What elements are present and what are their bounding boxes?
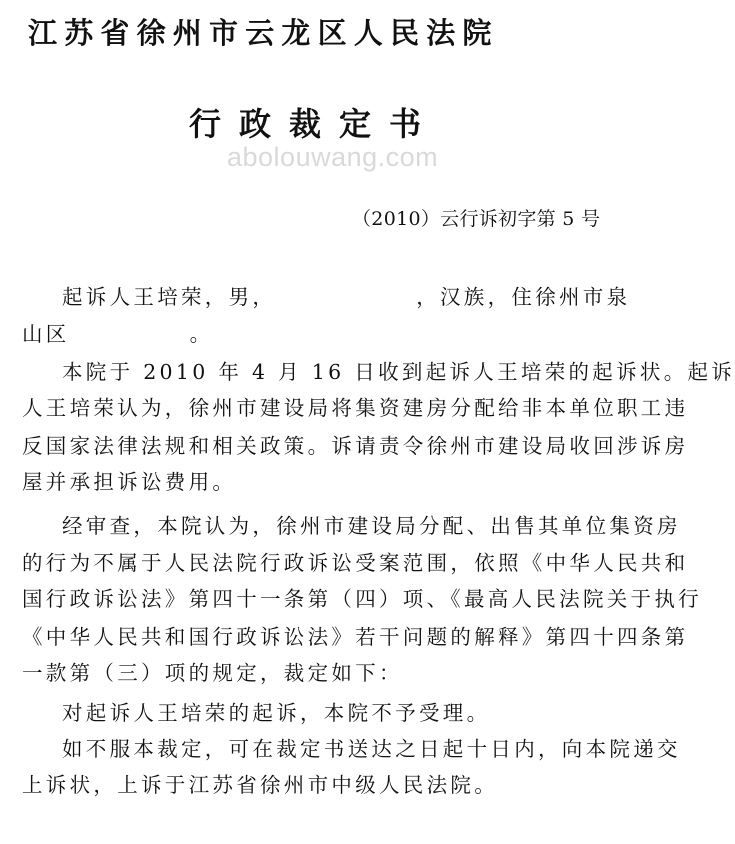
body-line-9: 国行政诉讼法》第四十一条第（四）项、《最高人民法院关于执行: [22, 587, 702, 611]
plaintiff-ethnicity: ，汉族，住徐州市泉: [416, 285, 631, 309]
body-line-12: 对起诉人王培荣的起诉，本院不予受理。: [62, 701, 491, 725]
sentence-end: 。: [189, 322, 214, 346]
court-name: 江苏省徐州市云龙区人民法院: [28, 16, 499, 50]
body-line-2: [22, 324, 213, 345]
body-line-8: 的行为不属于人民法院行政诉讼受案范围，依照《中华人民共和: [22, 551, 689, 575]
body-line-6: 屋并承担诉讼费用。: [22, 470, 237, 494]
plaintiff-district: 山区: [22, 322, 70, 346]
body-line-4: 人王培荣认为，徐州市建设局将集资建房分配给非本单位职工违: [22, 396, 689, 420]
plaintiff-intro: 起诉人王培荣，男，: [62, 285, 277, 309]
watermark: abolouwang.com: [227, 142, 439, 172]
body-line-3: 本院于 2010 年 4 月 16 日收到起诉人王培荣的起诉状。起诉: [62, 360, 735, 384]
document-title: 行政裁定书: [189, 105, 440, 143]
body-line-14: 上诉状，上诉于江苏省徐州市中级人民法院。: [22, 773, 498, 797]
body-line-11: 一款第（三）项的规定，裁定如下：: [22, 661, 403, 685]
body-line-5: 反国家法律法规和相关政策。诉请责令徐州市建设局收回涉诉房: [22, 434, 689, 458]
body-line-13: 如不服本裁定，可在裁定书送达之日起十日内，向本院递交: [62, 737, 681, 761]
body-line-7: 经审查，本院认为，徐州市建设局分配、出售其单位集资房: [62, 514, 681, 538]
case-number: （2010）云行诉初字第 5 号: [352, 208, 601, 230]
body-line-1: [62, 287, 630, 308]
body-line-10: 《中华人民共和国行政诉讼法》若干问题的解释》第四十四条第: [22, 625, 689, 649]
